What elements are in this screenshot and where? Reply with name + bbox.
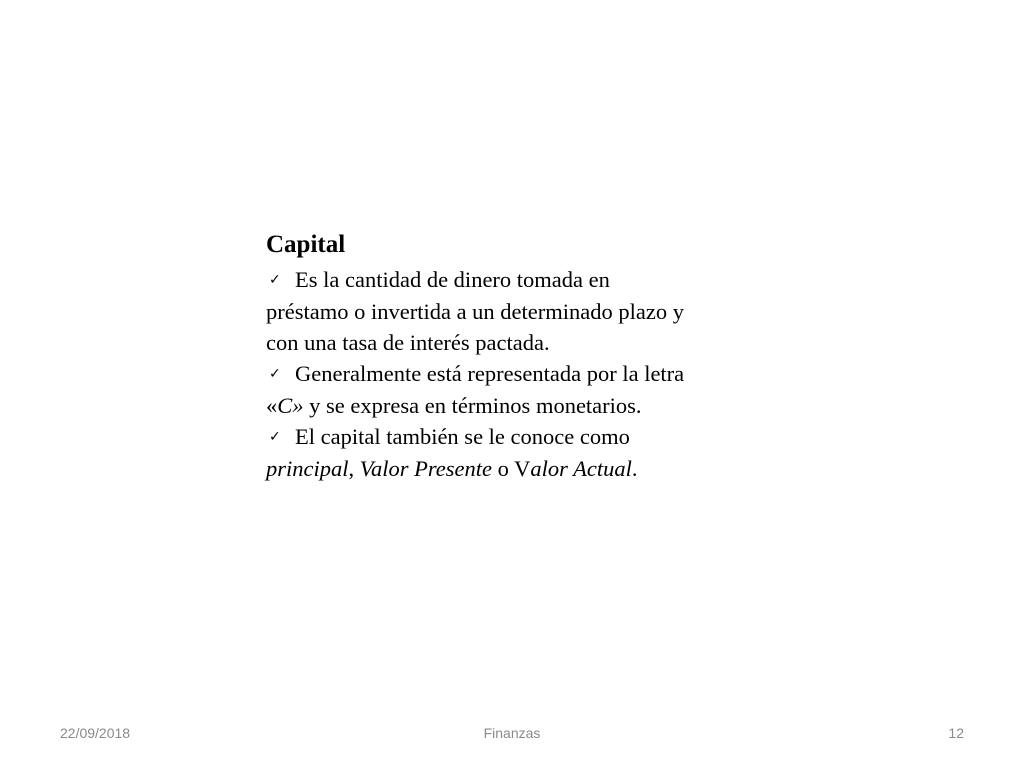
bullet-2 [266, 358, 696, 421]
slide-title: Capital [266, 231, 346, 258]
check-icon: ✓ [269, 366, 281, 382]
bullet-2-text-b: y se expresa en términos monetarios. [303, 393, 642, 418]
bullet-3-sep-1: , [348, 456, 360, 481]
bullet-3-italic-valor-actual: alor Actual [530, 456, 632, 481]
footer-title: Finanzas [483, 725, 541, 741]
bullet-2-italic: C» [277, 393, 304, 418]
check-icon: ✓ [269, 272, 281, 288]
bullet-3-italic-principal: principal [266, 456, 349, 481]
slide-content [266, 228, 696, 484]
bullet-1-text: Es la cantidad de dinero tomada en préstamo o invertida a un determinado plazo y con una tasa de interés pactada. [266, 267, 684, 355]
check-icon: ✓ [269, 429, 281, 445]
bullet-3-text-a: El capital también se le conoce como [295, 424, 630, 449]
bullet-3-italic-valor-presente: Valor Presente [359, 456, 493, 481]
bullet-3-sep-2: o V [492, 456, 531, 481]
bullet-1 [266, 264, 696, 358]
footer-page-number: 12 [948, 725, 964, 741]
bullet-2-text-a: Generalmente está representada por la letra « [266, 361, 685, 418]
footer-date: 22/09/2018 [60, 725, 131, 741]
bullet-3-end: . [631, 456, 638, 481]
bullet-3 [266, 421, 696, 484]
